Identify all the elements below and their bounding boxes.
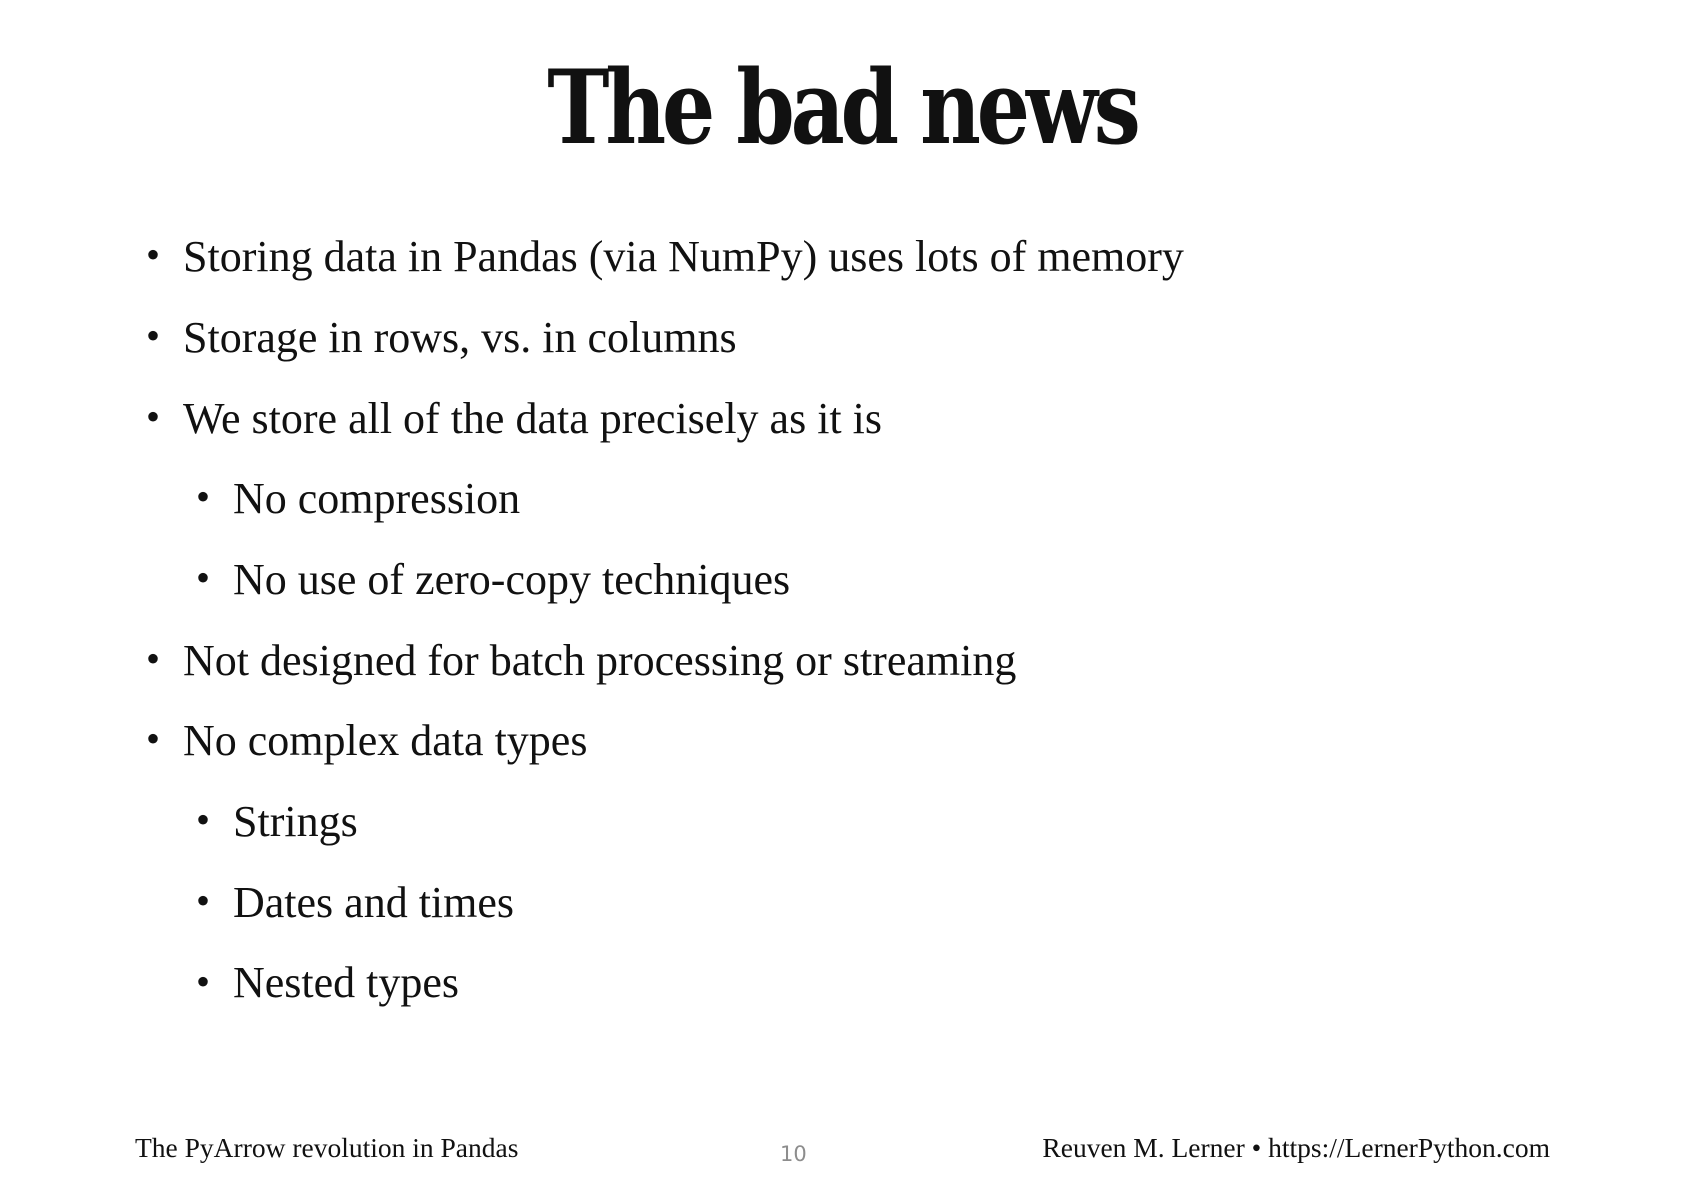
list-item-text: Not designed for batch processing or streaming — [183, 635, 1017, 685]
list-item-text: No complex data types — [183, 716, 588, 766]
bullet-icon: • — [146, 313, 161, 359]
bullet-icon: • — [196, 958, 211, 1004]
bullet-icon: • — [196, 555, 211, 601]
list-item-text: Storage in rows, vs. in columns — [183, 312, 737, 362]
list-item — [0, 298, 1684, 379]
list-item-text: Nested types — [233, 958, 460, 1008]
list-item — [0, 782, 1684, 863]
list-item-text: Dates and times — [233, 877, 515, 927]
bullet-icon: • — [196, 878, 211, 924]
list-item-text: No use of zero-copy techniques — [233, 554, 791, 604]
bullet-icon: • — [146, 232, 161, 278]
page-number: 10 — [780, 1142, 807, 1166]
list-item — [0, 620, 1684, 701]
footer-author-url: Reuven M. Lerner • https://LernerPython.com — [1042, 1132, 1550, 1163]
slide-footer — [135, 1126, 1550, 1176]
list-item — [0, 378, 1684, 459]
list-item-text: No compression — [233, 474, 521, 524]
bullet-icon: • — [146, 636, 161, 682]
slide-title: The bad news — [547, 48, 1137, 168]
list-item — [0, 540, 1684, 621]
list-item-text: We store all of the data precisely as it is — [183, 393, 882, 443]
list-item — [0, 217, 1684, 298]
bullet-icon: • — [196, 797, 211, 843]
bullet-icon: • — [146, 716, 161, 762]
bullet-icon: • — [146, 393, 161, 439]
footer-presentation-title: The PyArrow revolution in Pandas — [135, 1132, 519, 1163]
list-item — [0, 701, 1684, 782]
list-item — [0, 943, 1684, 1024]
list-item-text: Strings — [233, 796, 358, 846]
bullet-icon: • — [196, 474, 211, 520]
list-item — [0, 863, 1684, 944]
list-item-text: Storing data in Pandas (via NumPy) uses lots of memory — [183, 232, 1184, 282]
bullet-list — [0, 217, 1684, 1024]
list-item — [0, 459, 1684, 540]
